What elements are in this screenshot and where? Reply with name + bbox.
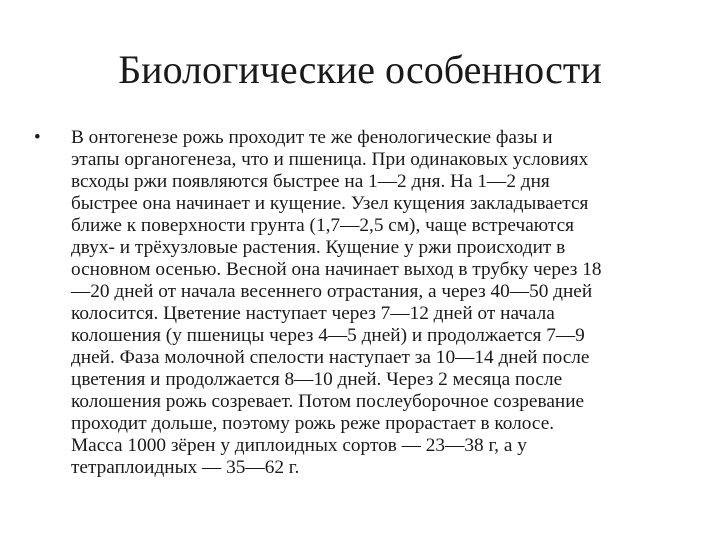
text-line-11: дней. Фаза молочной спелости наступает за 10—14 дней после <box>71 347 590 368</box>
text-line-13: колошения рожь созревает. Потом послеуборочное созревание <box>71 391 585 412</box>
text-line-3: всходы ржи появляются быстрее на 1—2 дня. На 1—2 дня <box>71 171 550 192</box>
text-line-6: двух- и трёхузловые растения. Кущение у ржи происходит в <box>71 237 566 258</box>
text-line-16: тетраплоидных — 35—62 г. <box>71 457 300 478</box>
text-line-8: —20 дней от начала весеннего отрастания, а через 40—50 дней <box>71 281 593 302</box>
text-line-4: быстрее она начинает и кущение. Узел кущения закладывается <box>71 193 589 214</box>
text-line-14: проходит дольше, поэтому рожь реже прорастает в колосе. <box>71 413 555 434</box>
text-line-9: колосится. Цветение наступает через 7—12 дней от начала <box>71 303 555 324</box>
text-line-12: цветения и продолжается 8—10 дней. Через 2 месяца после <box>71 369 563 390</box>
text-line-15: Масса 1000 зёрен у диплоидных сортов — 23—38 г, а у <box>71 435 527 456</box>
text-line-5: ближе к поверхности грунта (1,7—2,5 см), чаще встречаются <box>71 215 574 236</box>
bullet-text <box>71 127 701 479</box>
text-line-7: основном осенью. Весной она начинает выход в трубку через 18 <box>71 259 602 280</box>
text-line-2: этапы органогенеза, что и пшеница. При одинаковых условиях <box>71 149 589 170</box>
slide-title: Биологические особенности <box>118 47 602 92</box>
bullet-marker: • <box>34 127 41 148</box>
text-line-1: В онтогенезе рожь проходит те же фенологические фазы и <box>71 127 553 148</box>
text-line-10: колошения (у пшеницы через 4—5 дней) и продолжается 7—9 <box>71 325 585 346</box>
